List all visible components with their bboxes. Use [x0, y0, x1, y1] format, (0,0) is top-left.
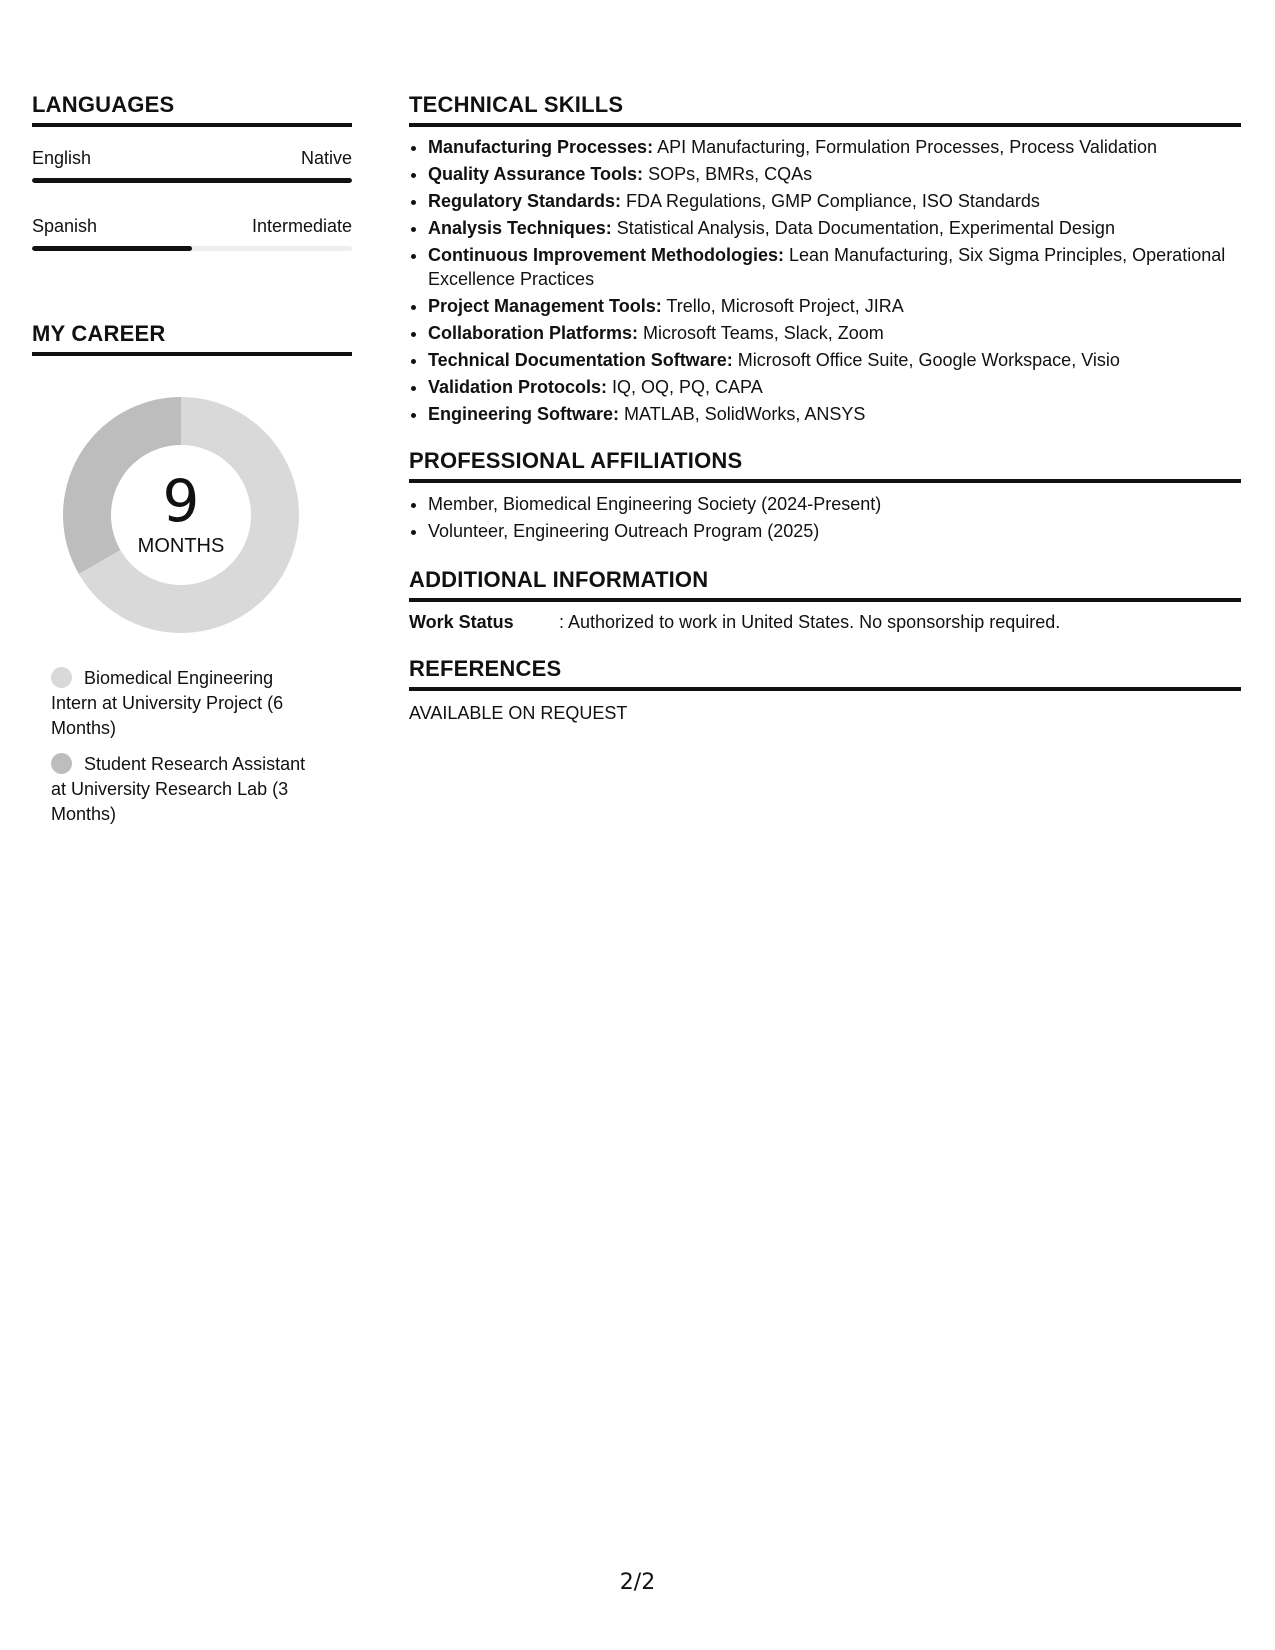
affiliation-item: • Member, Biomedical Engineering Society (2024-Present) [428, 491, 1241, 518]
language-level: Native [300, 148, 352, 168]
right-column [409, 92, 1241, 725]
legend-dot-icon [51, 667, 72, 688]
technical-skill-item [428, 375, 1241, 399]
work-status-value: : Authorized to work in United States. No sponsorship required. [559, 612, 1061, 632]
technical-skill-value: Microsoft Office Suite, Google Workspace, Visio [732, 350, 1120, 370]
language-item-english [32, 147, 352, 183]
technical-skill-value: API Manufacturing, Formulation Processes, Process Validation [653, 137, 1157, 157]
career-donut-chart [56, 390, 306, 640]
technical-skill-item [428, 162, 1241, 186]
technical-skill-label: Project Management Tools: [428, 296, 662, 316]
career-total-unit: MONTHS [137, 535, 225, 557]
references-text: AVAILABLE ON REQUEST [409, 703, 628, 723]
technical-skill-label: Regulatory Standards: [428, 191, 622, 211]
language-level: Intermediate [251, 216, 352, 236]
technical-skill-label: Quality Assurance Tools: [428, 164, 644, 184]
technical-skill-label: Manufacturing Processes: [428, 137, 654, 157]
language-item-spanish [32, 215, 352, 251]
language-proficiency-fill [32, 246, 192, 251]
technical-skill-value: IQ, OQ, PQ, CAPA [607, 377, 763, 397]
language-proficiency-fill [32, 178, 352, 183]
technical-skill-item [428, 402, 1241, 426]
career-legend-label: Student Research Assistant at University Research Lab (3 Months) [51, 754, 306, 824]
technical-skill-value: SOPs, BMRs, CQAs [643, 164, 813, 184]
technical-skill-label: Engineering Software: [428, 404, 620, 424]
technical-skill-value: Statistical Analysis, Data Documentation, Experimental Design [611, 218, 1115, 238]
technical-skills-heading: TECHNICAL SKILLS [409, 92, 1241, 127]
affiliation-item: • Volunteer, Engineering Outreach Program (2025) [428, 518, 1241, 545]
technical-skill-label: Validation Protocols: [428, 377, 608, 397]
career-legend-label: Biomedical Engineering Intern at University Project (6 Months) [51, 668, 284, 738]
page-number: 2/2 [619, 1570, 656, 1595]
additional-info-section [409, 567, 1241, 634]
career-legend [51, 666, 321, 827]
career-total-number: 9 [162, 467, 200, 535]
career-heading: MY CAREER [32, 321, 352, 356]
technical-skill-item [428, 189, 1241, 213]
technical-skill-label: Analysis Techniques: [428, 218, 612, 238]
additional-info-heading: ADDITIONAL INFORMATION [409, 567, 1241, 602]
work-status-row [409, 610, 1241, 634]
languages-section [32, 92, 352, 251]
references-section [409, 656, 1241, 725]
language-name: Spanish [32, 216, 98, 236]
affiliations-list [409, 491, 1241, 545]
technical-skill-label: Collaboration Platforms: [428, 323, 639, 343]
technical-skills-section [409, 92, 1241, 426]
technical-skills-list [409, 135, 1241, 426]
career-section [32, 321, 352, 827]
affiliations-section [409, 448, 1241, 545]
work-status-label: Work Status [409, 612, 514, 632]
career-legend-item [51, 752, 321, 827]
technical-skill-item [428, 216, 1241, 240]
affiliations-heading: PROFESSIONAL AFFILIATIONS [409, 448, 1241, 483]
technical-skill-item [428, 348, 1241, 372]
technical-skill-value: Trello, Microsoft Project, JIRA [661, 296, 904, 316]
technical-skill-item [428, 321, 1241, 345]
language-name: English [32, 148, 92, 168]
technical-skill-item [428, 294, 1241, 318]
left-column [32, 92, 352, 838]
technical-skill-value: FDA Regulations, GMP Compliance, ISO Standards [621, 191, 1040, 211]
technical-skill-value: Lean Manufacturing, Six Sigma Principles, Operational Excellence Practices [428, 245, 1226, 289]
technical-skill-label: Continuous Improvement Methodologies: [428, 245, 784, 265]
language-proficiency-bar [32, 178, 352, 183]
career-legend-item [51, 666, 321, 741]
technical-skill-item [428, 243, 1241, 291]
technical-skill-item [428, 135, 1241, 159]
language-proficiency-bar [32, 246, 352, 251]
technical-skill-value: MATLAB, SolidWorks, ANSYS [619, 404, 866, 424]
technical-skill-label: Technical Documentation Software: [428, 350, 733, 370]
legend-dot-icon [51, 753, 72, 774]
languages-heading: LANGUAGES [32, 92, 352, 127]
technical-skill-value: Microsoft Teams, Slack, Zoom [638, 323, 884, 343]
references-heading: REFERENCES [409, 656, 1241, 691]
